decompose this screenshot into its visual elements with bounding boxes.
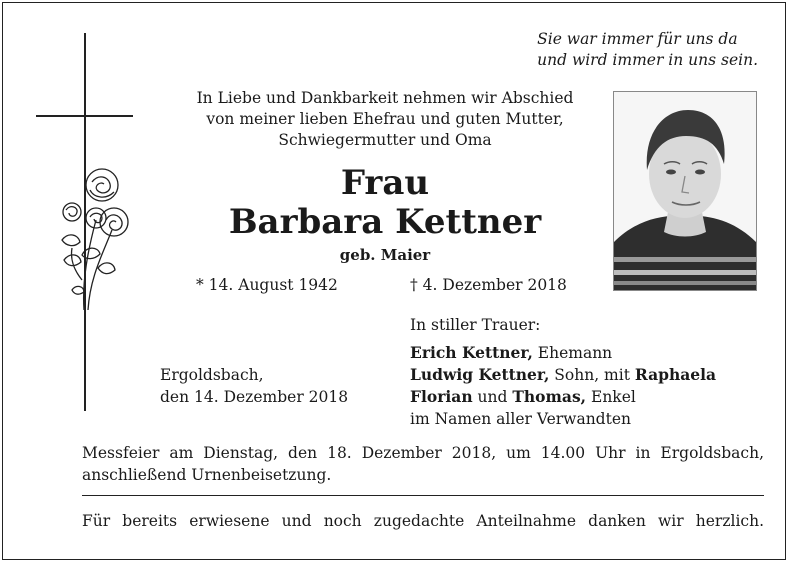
- mourner-relation: Enkel: [586, 388, 636, 406]
- roses-icon: [52, 160, 132, 320]
- portrait-photo: [613, 91, 757, 291]
- mourners-block: [410, 314, 716, 430]
- death-date: † 4. Dezember 2018: [410, 276, 567, 294]
- cross-bar: [36, 115, 133, 117]
- mourner-relation: Ehemann: [532, 344, 613, 362]
- mourner-row: [410, 342, 716, 364]
- born-name: geb. Maier: [339, 246, 431, 264]
- mourner-relation: und: [472, 388, 513, 406]
- motto-line: und wird immer in uns sein.: [537, 51, 758, 69]
- deceased-name: Barbara Kettner: [228, 202, 542, 242]
- birth-date: * 14. August 1942: [196, 276, 338, 294]
- intro-line: In Liebe und Dankbarkeit nehmen wir Abschied: [196, 89, 574, 107]
- intro-text: [160, 88, 610, 151]
- service-info: [82, 442, 764, 486]
- place-date: [160, 364, 348, 408]
- mourner-name: Erich Kettner,: [410, 343, 533, 362]
- mourner-name: Florian: [410, 387, 473, 406]
- mourner-name: Raphaela: [634, 365, 717, 384]
- place: Ergoldsbach,: [160, 366, 264, 384]
- service-line: Messfeier am Dienstag, den 18. Dezember 2018, um 14.00 Uhr in Ergoldsbach,: [82, 444, 764, 462]
- mourner-row: im Namen aller Verwandten: [410, 410, 631, 428]
- intro-line: von meiner lieben Ehefrau und guten Mutter,: [206, 110, 564, 128]
- mourner-name: Ludwig Kettner,: [410, 365, 550, 384]
- divider: [82, 495, 764, 496]
- salutation: Frau: [340, 163, 430, 203]
- mourner-relation: Sohn, mit: [549, 366, 635, 384]
- intro-line: Schwiegermutter und Oma: [278, 131, 492, 149]
- mourners-heading: In stiller Trauer:: [410, 316, 541, 334]
- mourner-row: [410, 386, 716, 408]
- mourner-name: Thomas,: [512, 387, 587, 406]
- motto-line: Sie war immer für uns da: [537, 30, 738, 48]
- mourner-row: [410, 364, 716, 386]
- date: den 14. Dezember 2018: [160, 388, 349, 406]
- thanks-text: Für bereits erwiesene und noch zugedachte Anteilnahme danken wir herzlich.: [82, 512, 764, 530]
- motto: [537, 29, 758, 71]
- service-line: anschließend Urnenbeisetzung.: [82, 466, 332, 484]
